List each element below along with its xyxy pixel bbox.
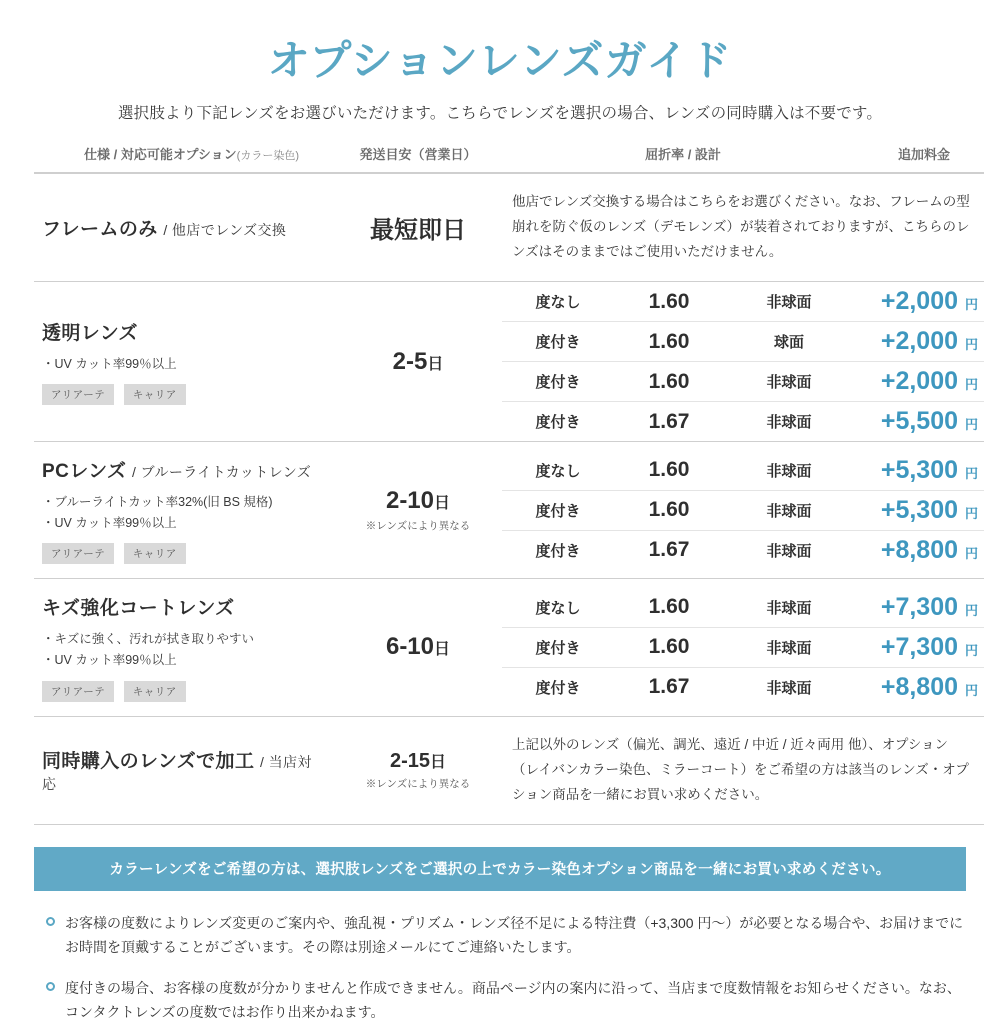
table-row (34, 716, 984, 823)
circle-bullet-icon (46, 982, 55, 991)
option-row (502, 667, 984, 707)
spec-bullets: ・キズに強く、汚れが拭き取りやすい ・UV カット率99％以上 (42, 632, 255, 667)
column-header-shipping: 発送目安（営業日） (359, 147, 477, 163)
degree: 度付き (502, 490, 614, 530)
note-item (42, 976, 966, 1025)
degree: 度付き (502, 322, 614, 362)
refractive-index: 1.60 (614, 282, 724, 322)
spec-bullets: ・ブルーライトカット率32%(旧 BS 規格) ・UV カット率99％以上 (42, 495, 273, 530)
price: +7,300 円 (854, 588, 984, 628)
design: 非球面 (724, 588, 854, 628)
design: 非球面 (724, 627, 854, 667)
column-header-price: 追加料金 (897, 147, 950, 163)
degree: 度なし (502, 282, 614, 322)
page-title: オプションレンズガイド (267, 37, 733, 84)
table-row (34, 282, 984, 442)
price: +5,500 円 (880, 407, 978, 436)
options-cell (502, 282, 984, 442)
option-row (502, 322, 984, 362)
degree: 度なし (502, 451, 614, 491)
spec-cell (34, 579, 334, 716)
shipping-cell: 6-10日 (385, 633, 451, 661)
refractive-index: 1.60 (614, 588, 724, 628)
design: 非球面 (766, 414, 812, 432)
spec-title: 透明レンズ (42, 322, 138, 344)
degree: 度付き (502, 362, 614, 402)
design: 非球面 (724, 282, 854, 322)
shipping-cell: 2-5日 (392, 347, 444, 375)
table-header-row (34, 143, 984, 172)
spec-title: キズ強化コートレンズ (42, 598, 235, 620)
refractive-index: 1.60 (614, 627, 724, 667)
design: 非球面 (766, 679, 812, 697)
price: +5,300 円 (854, 451, 984, 491)
option-row (502, 530, 984, 570)
price: +2,000 円 (854, 362, 984, 402)
shipping-note: ※レンズにより異なる (365, 778, 471, 791)
note-text: 度付きの場合、お客様の度数が分かりませんと作成できません。商品ページ内の案内に沿って、当店まで度数情報をお知らせください。なお、コンタクトレンズの度数ではお作り出来かねます。 (65, 979, 961, 1020)
price: +2,000 円 (854, 282, 984, 322)
refractive-index: 1.60 (614, 451, 724, 491)
design: 球面 (724, 322, 854, 362)
design: 非球面 (766, 542, 812, 560)
price: +5,300 円 (854, 490, 984, 530)
option-row (502, 451, 984, 491)
spec-tags (42, 543, 326, 564)
option-row (502, 362, 984, 402)
shipping-cell: 最短即日 (370, 217, 466, 245)
note-text: お客様の度数によりレンズ変更のご案内や、強乱視・プリズム・レンズ径不足による特注費（+3,300 円〜）が必要となる場合や、お届けまでにお時間を頂戴することがございます。その際は別途メールにてご連絡いたします。 (65, 914, 964, 955)
shipping-cell: 2-10日 ※レンズにより異なる (334, 442, 502, 579)
spec-title: フレームのみ / 他店でレンズ交換 (42, 219, 287, 241)
options-cell (502, 579, 984, 716)
tag-ariate: アリアーテ (42, 681, 114, 702)
price: +8,800 円 (880, 672, 978, 701)
spec-cell (34, 442, 334, 579)
option-row (502, 282, 984, 322)
column-header-spec: 仕様 / 対応可能オプション(カラー染色) (84, 147, 299, 163)
option-row (502, 402, 984, 442)
design: 非球面 (724, 451, 854, 491)
color-lens-banner: カラーレンズをご希望の方は、選択肢レンズをご選択の上でカラー染色オプション商品を一緒にお買い求めください。 (34, 847, 966, 891)
row-divider (34, 824, 984, 825)
column-header-detail: 屈折率 / 設計 (645, 147, 721, 163)
degree: 度付き (535, 679, 581, 697)
shipping-note: ※レンズにより異なる (365, 520, 471, 533)
spec-tags (42, 384, 326, 405)
option-row (502, 627, 984, 667)
refractive-index: 1.60 (614, 362, 724, 402)
spec-tags (42, 681, 326, 702)
tag-carrier: キャリア (124, 543, 186, 564)
spec-title: 同時購入のレンズで加工 / 当店対応 (42, 750, 312, 792)
table-row (34, 173, 984, 281)
degree: 度付き (535, 542, 581, 560)
options-cell (502, 442, 984, 579)
tag-carrier: キャリア (124, 681, 186, 702)
circle-bullet-icon (46, 917, 55, 926)
refractive-index: 1.60 (614, 322, 724, 362)
refractive-index: 1.67 (648, 675, 690, 699)
degree: 度なし (502, 588, 614, 628)
price: +8,800 円 (880, 535, 978, 564)
spec-title: PCレンズ / ブルーライトカットレンズ (42, 461, 312, 483)
refractive-index: 1.67 (648, 538, 690, 562)
degree: 度付き (502, 627, 614, 667)
table-row (34, 442, 984, 579)
price: +2,000 円 (854, 322, 984, 362)
description-cell: 他店でレンズ交換する場合はこちらをお選びください。なお、フレームの型崩れを防ぐ仮のレンズ（デモレンズ）が装着されておりますが、こちらのレンズはそのままではご使用いただけません。 (512, 194, 970, 260)
note-item (42, 911, 966, 960)
spec-cell (34, 282, 334, 442)
refractive-index: 1.67 (648, 409, 690, 433)
tag-ariate: アリアーテ (42, 543, 114, 564)
notes-list (34, 911, 966, 1025)
shipping-cell: 2-15日 ※レンズにより異なる (334, 716, 502, 823)
option-row (502, 588, 984, 628)
option-row (502, 490, 984, 530)
price: +7,300 円 (854, 627, 984, 667)
lens-guide-table (34, 143, 984, 824)
tag-ariate: アリアーテ (42, 384, 114, 405)
table-row (34, 579, 984, 716)
spec-cell (34, 716, 334, 823)
description-cell: 上記以外のレンズ（偏光、調光、遠近 / 中近 / 近々両用 他）、オプション（レイバンカラー染色、ミラーコート）をご希望の方は該当のレンズ・オプション商品を一緒にお買い求めください。 (512, 736, 969, 802)
spec-bullets: ・UV カット率99％以上 (42, 356, 177, 371)
spec-cell (34, 173, 334, 281)
degree: 度付き (535, 414, 581, 432)
design: 非球面 (724, 490, 854, 530)
tag-carrier: キャリア (124, 384, 186, 405)
refractive-index: 1.60 (614, 490, 724, 530)
design: 非球面 (724, 362, 854, 402)
page-subtitle: 選択肢より下記レンズをお選びいただけます。こちらでレンズを選択の場合、レンズの同時購入は不要です。 (117, 105, 883, 123)
